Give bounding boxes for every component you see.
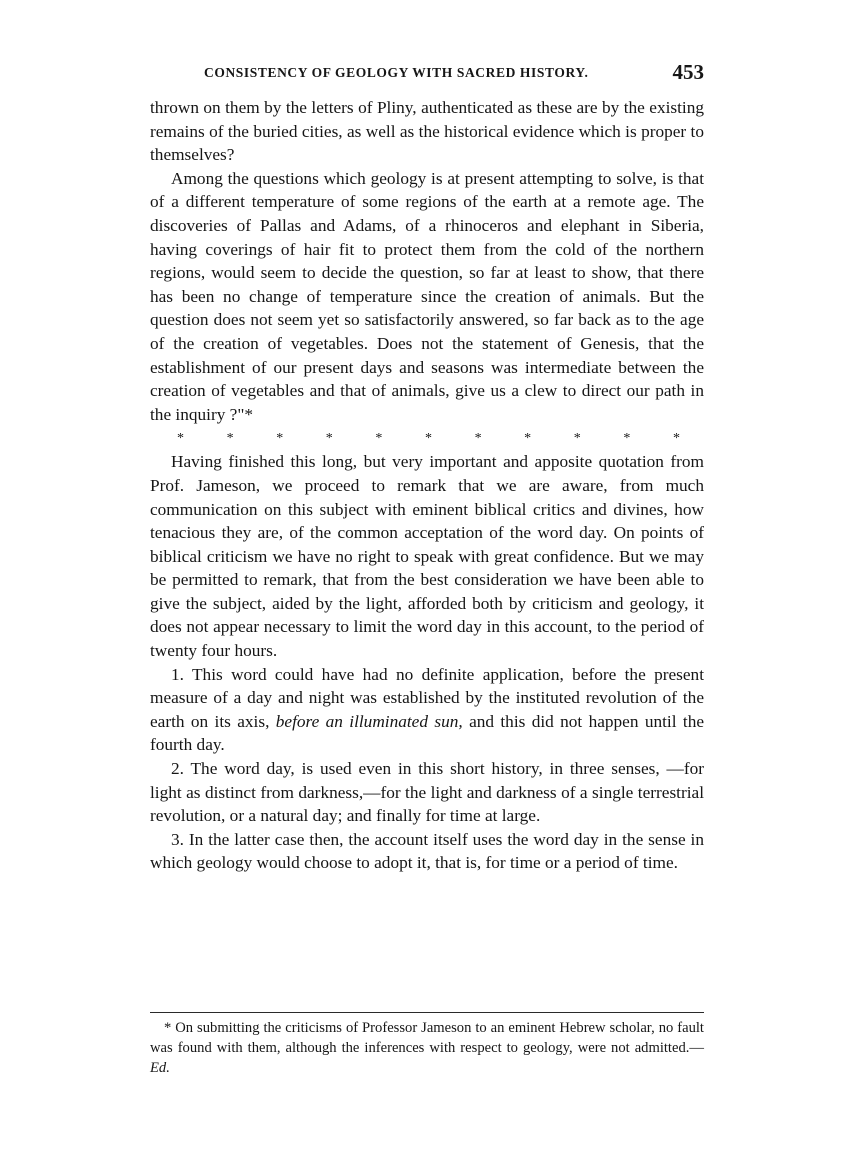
- asterisk: *: [177, 431, 184, 447]
- point-1-italic: before an illuminated sun,: [275, 711, 463, 731]
- asterisk: *: [474, 431, 482, 447]
- point-1-end: and this did not happen until the fourth day.: [150, 711, 705, 755]
- running-head: [148, 60, 708, 90]
- asterism-divider: [150, 426, 704, 450]
- paragraph-temperature: Among the questions which geology is at present attempting to solve, is that of a different temperature of some regions of the earth at a remote age. The discoveries of Pallas and Adams, of a rhinoceros and elephant in Siberia, having coverings of hair fit to protect them from the cold of the northern regions, would seem to decide the question, so far at least to show, that there has been no change of temperature since the creation of animals. But the question does not seem yet so satisfactorily answered, so far back as to the age of the creation of vegetables. Does not the statement of Genesis, that the establishment of our present days and seasons was intermediate between the creation of vegetables and that of animals, give us a clew to direct our path in the inquiry ?"*: [150, 168, 704, 424]
- footnote-body: * On submitting the criticisms of Professor Jameson to an eminent Hebrew scholar, no fault was found with them, although the inferences with respect to geology, were not admitted.—: [150, 1020, 704, 1056]
- footnote: [150, 1018, 704, 1078]
- asterisk: *: [424, 431, 432, 447]
- paragraph-point-3: 3. In the latter case then, the account itself uses the word day in the sense in which geology would choose to adopt it, that is, for time or a period of time.: [150, 829, 704, 873]
- running-title: CONSISTENCY OF GEOLOGY WITH SACRED HISTORY.: [204, 65, 589, 80]
- asterisk: *: [672, 431, 680, 447]
- paragraph-continuation: thrown on them by the letters of Pliny, authenticated as these are by the existing remains of the buried cities, as well as the historical evidence which is proper to themselves?: [150, 98, 704, 165]
- footnote-text: [150, 1018, 704, 1078]
- asterisk: *: [276, 431, 284, 447]
- asterisk: *: [325, 431, 333, 447]
- point-1-text: 1. This word could have had no definite application, before the present measure of a day and night was established by the instituted revolution of the earth on its axis,: [150, 664, 704, 731]
- paragraph-point-1: [150, 663, 704, 757]
- asterisk: *: [573, 431, 581, 447]
- page-number: 453: [672, 60, 704, 84]
- asterisk: *: [524, 431, 532, 447]
- asterisk: *: [623, 431, 631, 447]
- asterisk: *: [226, 431, 234, 447]
- body-text: [150, 96, 704, 875]
- asterisk: *: [375, 431, 383, 447]
- footnote-signature: Ed.: [150, 1060, 170, 1076]
- paragraph-word-day: Having finished this long, but very important and apposite quotation from Prof. Jameson, we proceed to remark that we are aware, from much communication on this subject with eminent biblical critics and divines, how tenacious they are, of the common acceptation of the word day. On points of biblical criticism we have no right to speak with great confidence. But we may be permitted to remark, that from the best consideration we have been able to give the subject, aided by the light, afforded both by criticism and geology, it does not appear necessary to limit the word day in this account, to the period of twenty four hours.: [150, 452, 704, 661]
- footnote-rule: [150, 1012, 704, 1013]
- paragraph-point-2: 2. The word day, is used even in this short history, in three senses, —for light as distinct from darkness,—for the light and darkness of a single terrestrial revolution, or a natural day; and finally for time at large.: [150, 759, 704, 826]
